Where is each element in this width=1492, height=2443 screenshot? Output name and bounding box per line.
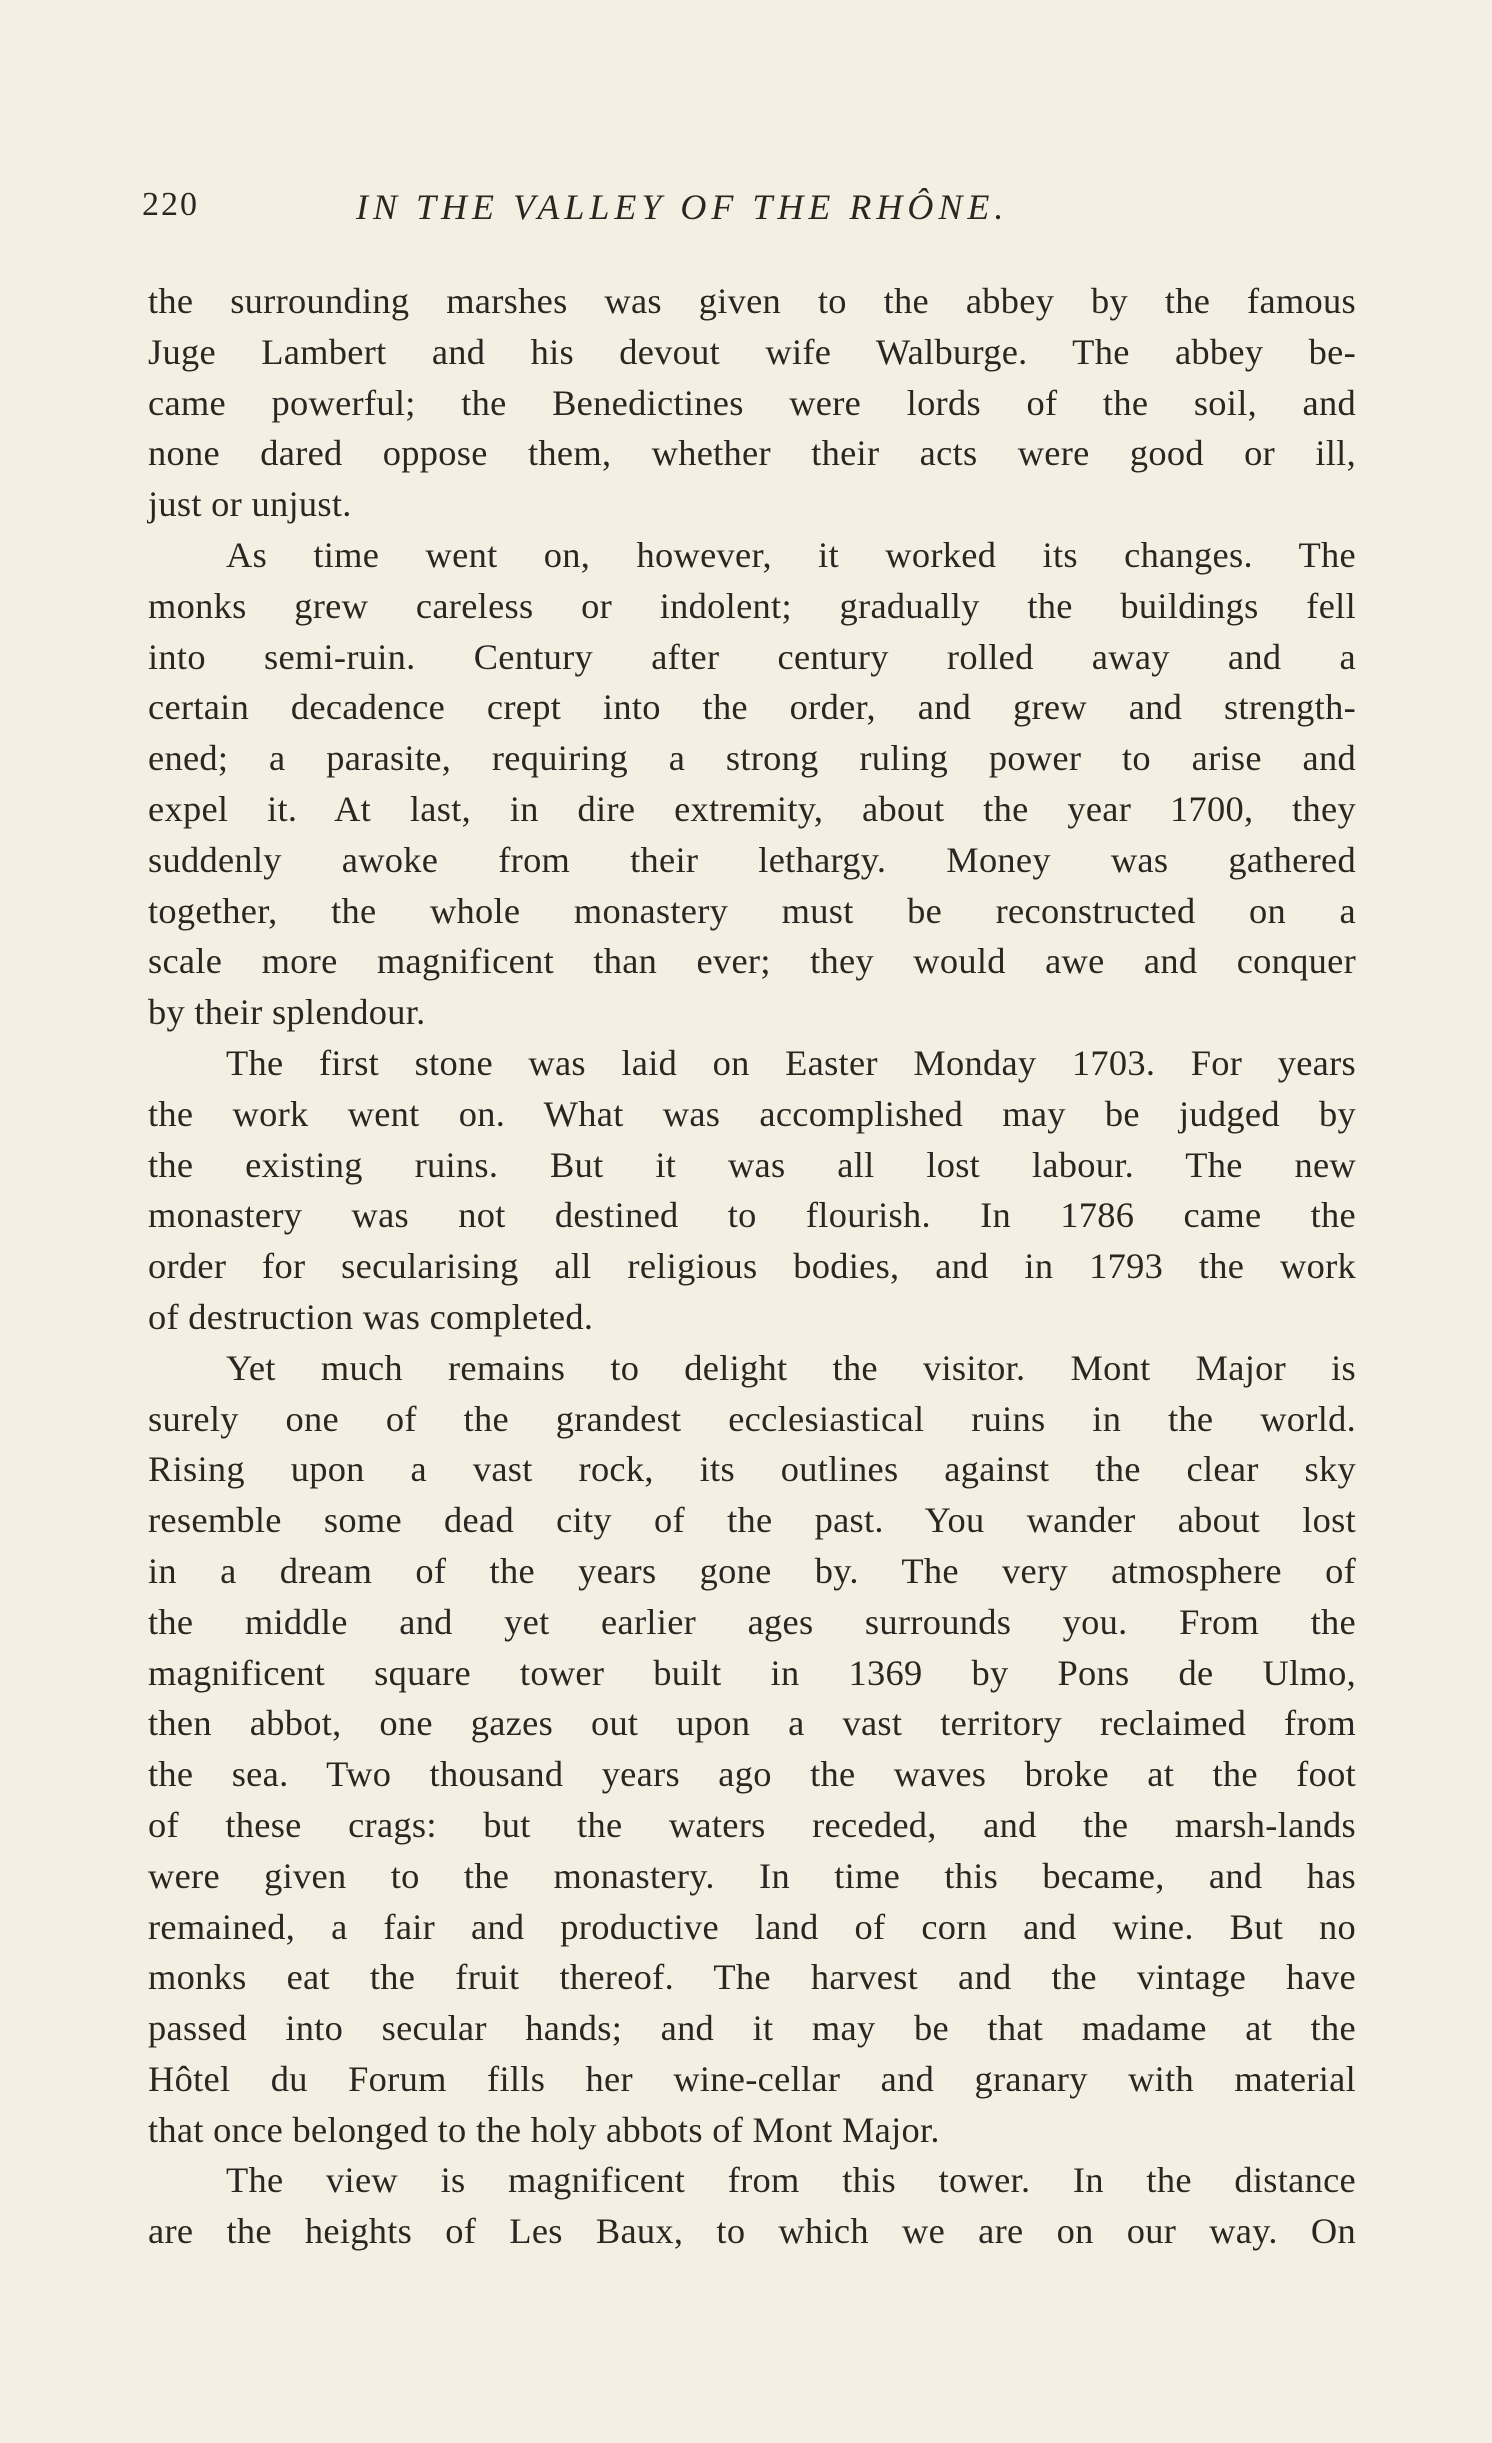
- text-line: the middle and yet earlier ages surrounds you. From the: [148, 1601, 1356, 1642]
- text-line: were given to the monastery. In time this became, and has: [148, 1855, 1356, 1896]
- text-line: just or unjust.: [148, 484, 352, 525]
- running-title: IN THE VALLEY OF THE RHÔNE.: [356, 187, 1009, 227]
- text-line: that once belonged to the holy abbots of Mont Major.: [148, 2109, 940, 2150]
- text-line: monastery was not destined to flourish. In 1786 came the: [148, 1195, 1356, 1236]
- text-line: ened; a parasite, requiring a strong ruling power to arise and: [148, 738, 1356, 779]
- text-line: order for secularising all religious bodies, and in 1793 the work: [148, 1246, 1356, 1287]
- text-line: by their splendour.: [148, 992, 426, 1033]
- body-text: [148, 276, 1356, 2257]
- text-line: together, the whole monastery must be reconstructed on a: [148, 890, 1356, 931]
- text-line: of destruction was completed.: [148, 1296, 594, 1337]
- text-line: came powerful; the Benedictines were lords of the soil, and: [148, 382, 1356, 423]
- text-line: surely one of the grandest ecclesiastical ruins in the world.: [148, 1398, 1356, 1439]
- text-line: Rising upon a vast rock, its outlines against the clear sky: [148, 1449, 1356, 1490]
- text-line: magnificent square tower built in 1369 by Pons de Ulmo,: [148, 1652, 1356, 1693]
- text-line: the work went on. What was accomplished may be judged by: [148, 1093, 1356, 1134]
- text-line: Juge Lambert and his devout wife Walburge. The abbey be-: [148, 331, 1356, 372]
- text-line: the sea. Two thousand years ago the waves broke at the foot: [148, 1754, 1356, 1795]
- text-line: Yet much remains to delight the visitor. Mont Major is: [226, 1347, 1356, 1388]
- text-line: certain decadence crept into the order, and grew and strength-: [148, 687, 1356, 728]
- text-line: The first stone was laid on Easter Monday 1703. For years: [226, 1042, 1356, 1083]
- text-line: of these crags: but the waters receded, and the marsh-lands: [148, 1804, 1356, 1845]
- text-line: As time went on, however, it worked its changes. The: [226, 534, 1356, 575]
- text-line: in a dream of the years gone by. The very atmosphere of: [148, 1550, 1356, 1591]
- text-line: the surrounding marshes was given to the abbey by the famous: [148, 281, 1356, 321]
- text-line: none dared oppose them, whether their acts were good or ill,: [148, 433, 1356, 474]
- text-line: into semi-ruin. Century after century rolled away and a: [148, 636, 1356, 677]
- page-header: [142, 186, 1322, 246]
- text-line: resemble some dead city of the past. You wander about lost: [148, 1500, 1356, 1541]
- text-line: then abbot, one gazes out upon a vast territory reclaimed from: [148, 1703, 1356, 1744]
- text-line: monks eat the fruit thereof. The harvest and the vintage have: [148, 1957, 1356, 1998]
- text-line: suddenly awoke from their lethargy. Money was gathered: [148, 839, 1356, 880]
- text-line: Hôtel du Forum fills her wine-cellar and granary with material: [148, 2058, 1356, 2099]
- text-line: remained, a fair and productive land of corn and wine. But no: [148, 1906, 1356, 1947]
- text-line: expel it. At last, in dire extremity, about the year 1700, they: [148, 788, 1356, 829]
- page-number: 220: [142, 186, 199, 223]
- text-line: monks grew careless or indolent; gradually the buildings fell: [148, 585, 1356, 626]
- text-line: The view is magnificent from this tower. In the distance: [226, 2160, 1356, 2201]
- text-line: the existing ruins. But it was all lost labour. The new: [148, 1144, 1356, 1185]
- text-line: are the heights of Les Baux, to which we are on our way. On: [148, 2211, 1356, 2252]
- text-line: passed into secular hands; and it may be that madame at the: [148, 2008, 1356, 2049]
- text-line: scale more magnificent than ever; they would awe and conquer: [148, 941, 1356, 982]
